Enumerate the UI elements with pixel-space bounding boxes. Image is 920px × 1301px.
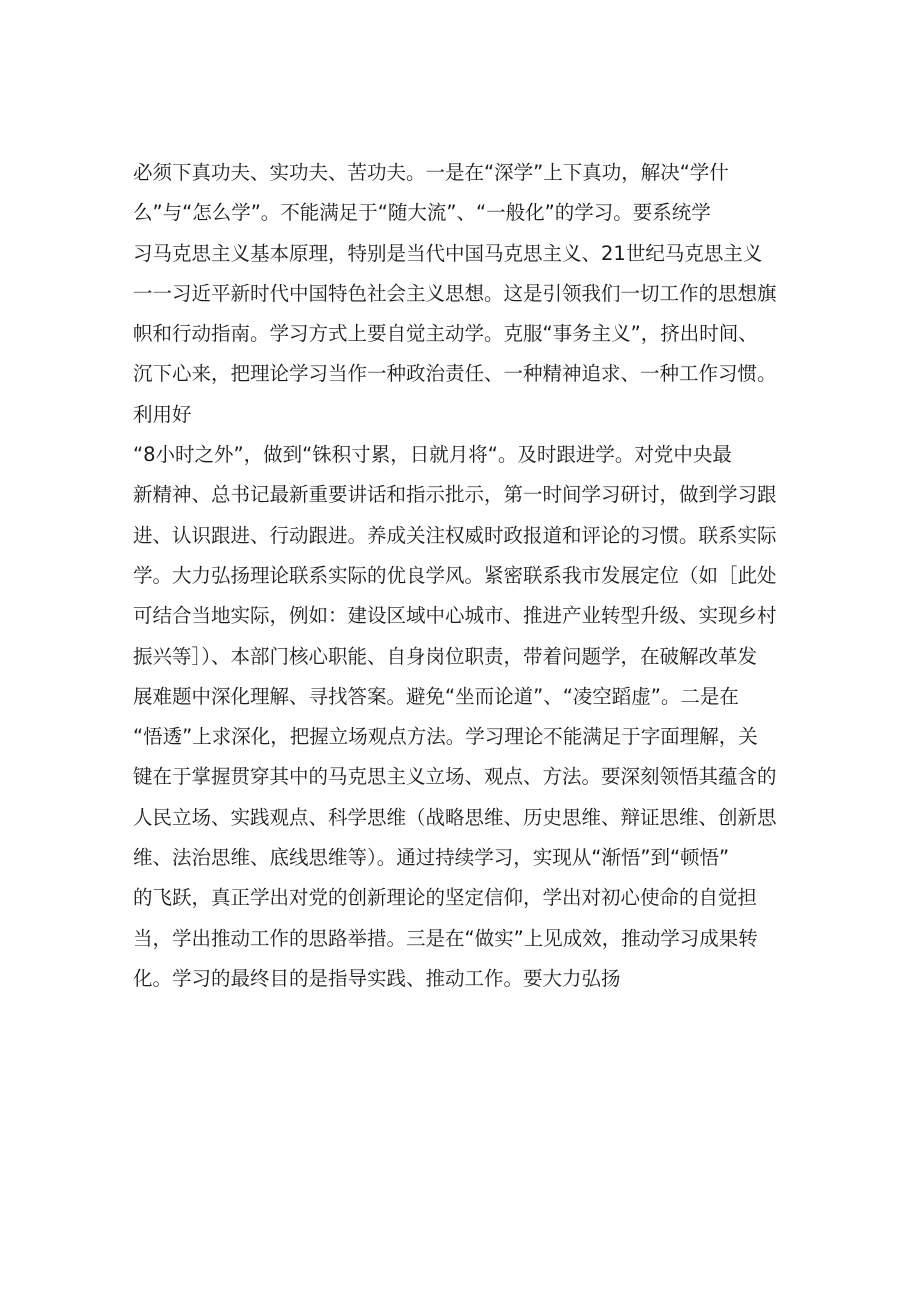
text-line: 利用好 [133, 402, 192, 426]
text-line: 新精神、总书记最新重要讲话和指示批示，第一时间学习研讨，做到学习跟 [133, 483, 777, 507]
text-line: 进、认识跟进、行动跟进。养成关注权威时政报道和评论的习惯。联系实际 [133, 523, 777, 547]
text-line: “悟透”上求深化，把握立场观点方法。学习理论不能满足于字面理解，关 [133, 725, 758, 749]
text-line: 可结合当地实际，例如：建设区域中心城市、推进产业转型升级、实现乡村 [133, 604, 777, 628]
text-line: 的飞跃，真正学出对党的创新理论的坚定信仰，学出对初心使命的自觉担 [133, 886, 758, 910]
text-line: 键在于掌握贯穿其中的马克思主义立场、观点、方法。要深刻领悟其蕴含的 [133, 765, 777, 789]
text-line: “8小时之外”，做到“铢积寸累，日就月将“。及时跟进学。对党中央最 [133, 443, 732, 467]
text-line: 振兴等］）、本部门核心职能、自身岗位职责，带着问题学，在破解改革发 [133, 644, 758, 668]
text-line: 帜和行动指南。学习方式上要自觉主动学。克服“事务主义”，挤出时间、 [133, 322, 758, 346]
text-line: 必须下真功夫、实功夫、苦功夫。一是在“深学”上下真功，解决“学什 [133, 161, 729, 184]
body-text [133, 153, 813, 999]
text-line: 么”与“怎么学”。不能满足于“随大流”、“一般化”的学习。要系统学 [133, 201, 711, 225]
text-line: 学。大力弘扬理论联系实际的优良学风。紧密联系我市发展定位（如［此处 [133, 563, 777, 587]
text-line: 当，学出推动工作的思路举措。三是在“做实”上见成效，推动学习成果转 [133, 926, 758, 950]
text-line: 展难题中深化理解、寻找答案。避免“坐而论道”、“凌空蹈虚”。二是在 [133, 684, 739, 708]
text-line: 化。学习的最终目的是指导实践、推动工作。要大力弘扬 [133, 966, 621, 990]
text-line: 维、法治思维、底线思维等）。通过持续学习，实现从“渐悟”到“顿悟” [133, 846, 730, 870]
text-line: 习马克思主义基本原理，特别是当代中国马克思主义、21世纪马克思主义 [133, 241, 763, 265]
text-line: 沉下心来，把理论学习当作一种政治责任、一种精神追求、一种工作习惯。 [133, 362, 777, 386]
text-line: 人民立场、实践观点、科学思维（战略思维、历史思维、辩证思维、创新思 [133, 805, 777, 829]
text-line: 一一习近平新时代中国特色社会主义思想。这是引领我们一切工作的思想旗 [133, 281, 777, 305]
